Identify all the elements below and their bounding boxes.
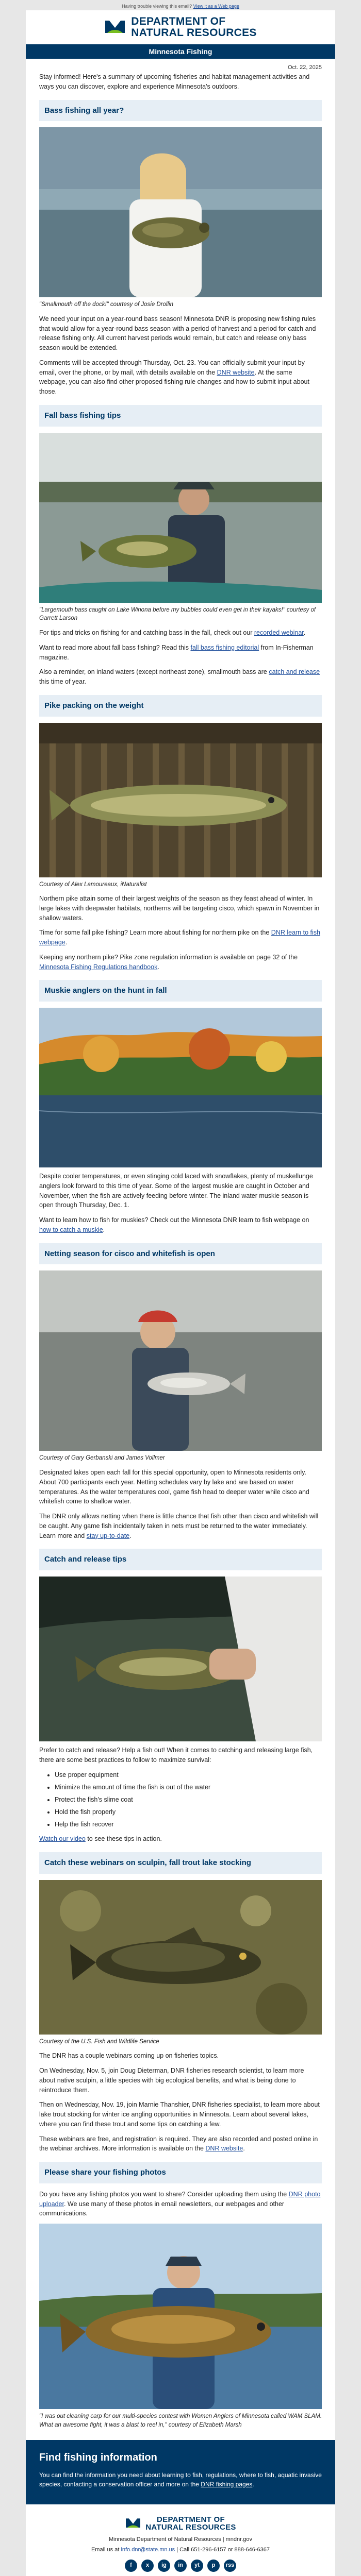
tip-item: • Use proper equipment [55,1770,322,1780]
netting-paragraph-2: The DNR only allows netting when there is little chance that fish other than cisco and whitefish will be caught. Any game fish incidentally taken in nets must be returned to the water immediately. Learn more and stay up-to-date. [39,1513,319,1539]
catch-paragraph-1: Prefer to catch and release? Help a fish out! When it comes to catching and releasing large fish, there are some best practices to follow to maximize survival: [39,1747,313,1764]
section-title-netting: Netting season for cisco and whitefish is open [39,1243,322,1265]
photo-catch-release[interactable] [39,1577,322,1741]
footer-logo [39,2516,322,2532]
caption-webinars: Courtesy of the U.S. Fish and Wildlife Service [39,2038,159,2045]
recorded-webinar-link[interactable]: recorded webinar [254,629,304,637]
rss-icon[interactable]: rss [224,2560,236,2572]
tip-item: • Hold the fish properly [55,1807,322,1817]
issue-date: Oct. 22, 2025 [287,64,322,71]
fall-bass-paragraph-2: Want to read more about fall bass fishing? Read this fall bass fishing editorial from In-Fisherman magazine. [39,643,314,661]
caption-bass: "Smallmouth off the dock!" courtesy of Josie Drollin [39,301,173,308]
intro-text: Stay informed! Here's a summary of upcoming fisheries and habitat management activities and ways you can discover, explore and experience Minnesota's outdoors. [39,73,310,90]
catch-a-muskie-link[interactable]: how to catch a muskie [39,1226,103,1233]
section-title-fall-bass: Fall bass fishing tips [39,405,322,427]
section-title-bass: Bass fishing all year? [39,100,322,122]
regulations-handbook-link[interactable]: Minnesota Fishing Regulations handbook [39,963,158,971]
tip-item: • Help the fish recover [55,1820,322,1829]
instagram-icon[interactable]: ig [158,2560,170,2572]
masthead [26,10,335,44]
view-online-note [0,0,361,10]
newsletter-body [26,72,335,2430]
footer-title: Find fishing information [39,2451,157,2463]
catch-release-tips-list [39,1770,322,1829]
photo-whitefish-netting[interactable] [39,1270,322,1451]
watch-video-link[interactable]: Watch our video [39,1835,86,1843]
catch-paragraph-2: Watch our video to see these tips in action. [39,1835,162,1843]
logo-line2: NATURAL RESOURCES [131,27,257,39]
footer-dnr-logo-icon [125,2516,141,2531]
stay-up-to-date-link[interactable]: stay up-to-date [86,1532,130,1539]
view-online-link[interactable]: View it as a Web page [193,4,239,9]
social-links [39,2560,322,2572]
pike-paragraph-1: Northern pike attain some of their largest weights of the season as they feast ahead of winter. In large lakes with deepwater habitats, northerns will be targeting cisco, which spawn in November in shallow waters. [39,895,320,922]
learn-to-fish-link[interactable]: DNR learn to fish webpage [39,929,320,946]
logo-line1: DEPARTMENT OF [131,15,226,27]
newsletter-banner: Minnesota Fishing [26,44,335,59]
photo-northern-pike[interactable] [39,723,322,877]
caption-netting: Courtesy of Gary Gerbanski and James Vollmer [39,1455,165,1462]
dnr-logo-icon [104,18,126,37]
photo-uploader-link[interactable]: DNR photo uploader [39,2190,321,2208]
webinars-paragraph-2: On Wednesday, Nov. 5, join Doug Dieterman, DNR fisheries research scientist, to learn more about native sculpin, a little species with big ecological benefits, and what is being done to reintroduce them. [39,2067,304,2094]
email-link[interactable]: info.dnr@state.mn.us [121,2546,175,2553]
section-title-muskie: Muskie anglers on the hunt in fall [39,980,322,1002]
webinars-paragraph-4: These webinars are free, and registration is required. They are also recorded and posted online in the webinar archives. More information is available on the DNR website. [39,2135,318,2153]
footer-contact [26,2504,335,2576]
bass-paragraph-2: Comments will be accepted through Thursday, Oct. 23. You can officially submit your input by email, over the phone, or by mail, with details available on the DNR website. At the same webpage, you can also find other proposed fishing rule changes and how to submit input about those. [39,359,309,396]
muskie-paragraph-1: Despite cooler temperatures, or even stinging cold laced with snowflakes, plenty of muskellunge anglers look forward to this time of year. Some of the largest muskie are caught in October and November, when the fish are actively feeding before winter. The inland water muskie season is open through Thursday, Dec. 1. [39,1173,313,1209]
facebook-icon[interactable]: f [125,2560,137,2572]
section-title-pike: Pike packing on the weight [39,695,322,717]
tip-item: • Minimize the amount of time the fish is out of the water [55,1783,322,1792]
footer-contact-line: Email us at info.dnr@state.mn.us | Call 651-296-6157 or 888-646-6367 [91,2546,270,2553]
email-container [26,10,335,2576]
caption-fall-bass: "Largemouth bass caught on Lake Winona before my bubbles could even get in their kayaks!" courtesy of Garrett Larson [39,606,316,622]
tip-item: • Protect the fish's slime coat [55,1795,322,1804]
netting-paragraph-1: Designated lakes open each fall for this special opportunity, open to Minnesota residents only. About 700 participants each year. Netting schedules vary by lake and are based on water temperatures. As the water temperatures cool, game fish head to deeper water while cisco and whitefish come to shallow water. [39,1469,309,1505]
catch-and-release-link[interactable]: catch and release [269,668,320,676]
pinterest-icon[interactable]: p [207,2560,220,2572]
youtube-icon[interactable]: yt [191,2560,203,2572]
footer-text: You can find the information you need about learning to fish, regulations, where to fish, aquatic invasive species, contacting a conservation officer and more on the DNR fishing pages. [39,2471,322,2488]
footer-address: Minnesota Department of Natural Resources | mndnr.gov [109,2536,252,2543]
dnr-fishing-pages-link[interactable]: DNR fishing pages [201,2480,253,2488]
photo-sculpin[interactable] [39,1880,322,2035]
webinars-dnr-website-link[interactable]: DNR website [205,2145,243,2153]
fall-bass-editorial-link[interactable]: fall bass fishing editorial [190,643,259,651]
photo-smallmouth-dock[interactable] [39,127,322,297]
section-title-photos: Please share your fishing photos [39,2162,322,2183]
section-title-catch-release: Catch and release tips [39,1549,322,1570]
x-twitter-icon[interactable]: x [141,2560,154,2572]
pike-paragraph-3: Keeping any northern pike? Pike zone regulation information is available on page 32 of the Minnesota Fishing Regulations handbook. [39,953,298,971]
muskie-paragraph-2: Want to learn how to fish for muskies? Check out the Minnesota DNR learn to fish webpage on how to catch a muskie. [39,1216,309,1233]
footer-logo-line2: NATURAL RESOURCES [145,2523,236,2532]
view-online-text: Having trouble viewing this email? [122,4,192,9]
linkedin-icon[interactable]: in [174,2560,187,2572]
fall-bass-paragraph-1: For tips and tricks on fishing for and catching bass in the fall, check out our recorded webinar. [39,629,306,637]
section-title-webinars: Catch these webinars on sculpin, fall trout lake stocking [39,1852,322,1874]
caption-pike: Courtesy of Alex Lamoureaux, iNaturalist [39,881,147,888]
dnr-logo-text [131,16,257,39]
webinars-paragraph-3: Then on Wednesday, Nov. 19, join Marnie Thanshier, DNR fisheries specialist, to learn more about lake trout stocking for winter ice angling opportunities in Minnesota. Learn about several lakes, where you can find these trout and some tips on catching a few. [39,2101,320,2128]
photo-fall-lake[interactable] [39,1008,322,1167]
photo-carp-angler[interactable] [39,2224,322,2409]
bass-paragraph-1: We need your input on a year-round bass season! Minnesota DNR is proposing new fishing rules that would allow for a year-round bass season with a period of harvest and a period for catch and release fishing only. All current harvest periods would remain, but catch and release only bass season would be extended. [39,315,316,352]
dnr-website-link[interactable]: DNR website [217,368,255,376]
photos-paragraph-1: Do you have any fishing photos you want to share? Consider uploading them using the DNR photo uploader. We use many of these photos in email newsletters, our webpages and other communications. [39,2190,321,2217]
fall-bass-paragraph-3: Also a reminder, on inland waters (except northeast zone), smallmouth bass are catch and release this time of year. [39,668,320,686]
webinars-paragraph-1: The DNR has a couple webinars coming up on fisheries topics. [39,2052,219,2060]
footer-info [26,2440,335,2504]
pike-paragraph-2: Time for some fall pike fishing? Learn more about fishing for northern pike on the DNR learn to fish webpage. [39,929,320,946]
photo-largemouth-kayak[interactable] [39,433,322,603]
footer-logo-line1: DEPARTMENT OF [157,2515,225,2524]
caption-photos: "I was out cleaning carp for our multi-species contest with Women Anglers of Minnesota called WAM SLAM. What an awesome fight, it was a blast to reel in," courtesy of Elizabeth Marsh [39,2413,322,2428]
